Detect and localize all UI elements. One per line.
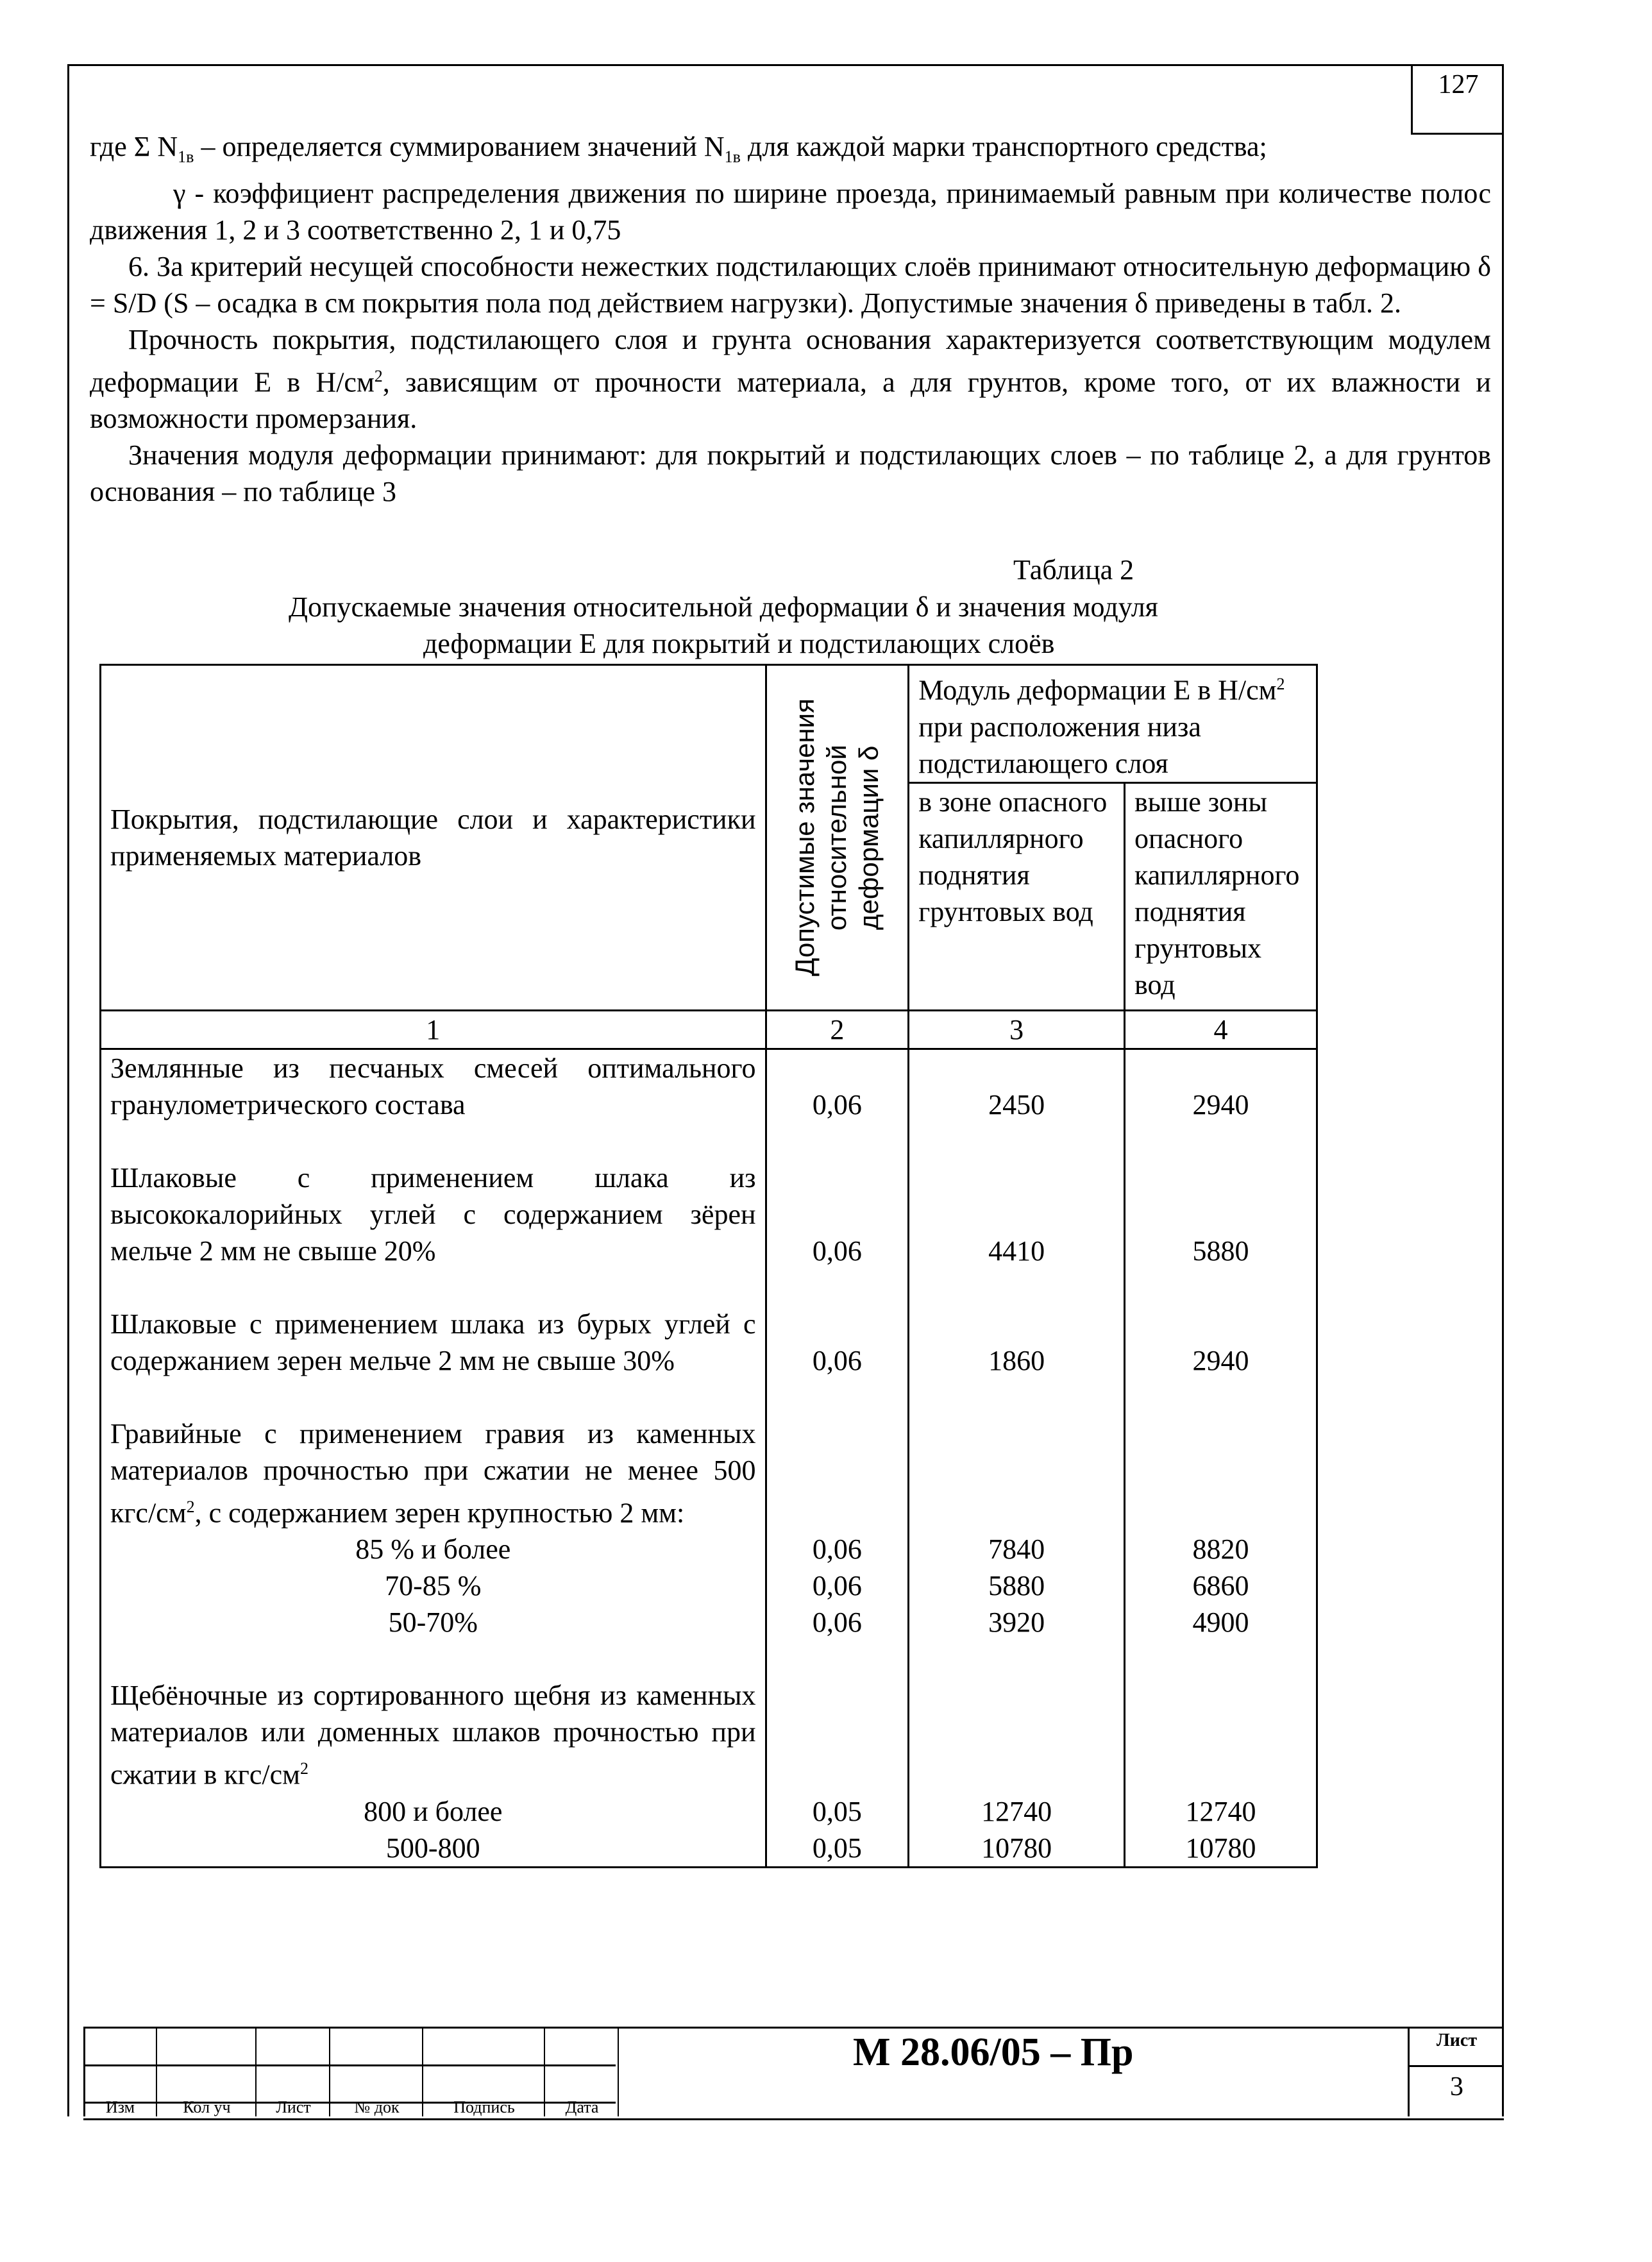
table-title-2: деформации Е для покрытий и подстилающих слоёв: [423, 628, 1055, 659]
paragraph-strength: Прочность покрытия, подстилающего слоя и грунта основания характеризуется соответствующим модулем деформации Е в $Н/см^2$, зависящим от прочности материала, а для грунтов, кроме того, от их влажности и возможности промерзания.: [90, 323, 1491, 435]
table-row-gravel: Гравийные с применением гравия из каменных материалов прочностью при сжатии не менее 500 кгс/$см^2$, с содержанием зерен крупностью 2 мм:: [101, 1415, 1317, 1532]
label-list: Лист: [276, 2098, 311, 2116]
column-numbers-row: 1 2 3 4: [101, 1010, 1317, 1049]
table-row: Землянные из песчаных смесей оптимального гранулометрического состава 0,06 2450 2940: [101, 1049, 1317, 1123]
table-row: Шлаковые с применением шлака из высококалорийных углей с содержанием зёрен мельче 2 мм не свыше 20% 0,06 4410 5880: [101, 1160, 1317, 1269]
document-code: М 28.06/05 – Пр: [853, 2030, 1134, 2074]
sheet-label: Лист: [1410, 2027, 1504, 2067]
paragraph-6: 6. За критерий несущей способности нежестких подстилающих слоёв принимают относительную деформацию δ = S/D (S – осадка в см покрытия пола под действием нагрузки). Допустимые значения δ приведены в табл. 2.: [90, 250, 1491, 319]
header-materials: Покрытия, подстилающие слои и характеристики применяемых материалов: [101, 665, 766, 1011]
table-subrow: 50-70% 0,06 3920 4900: [101, 1604, 1317, 1641]
label-kol-uch: Кол уч: [183, 2098, 231, 2116]
page-number: 127: [1411, 64, 1504, 135]
table-2: [99, 664, 1318, 1868]
paragraph-values: Значения модуля деформации принимают: для покрытий и подстилающих слоев – по таблице 2, а для грунтов основания – по таблице 3: [90, 439, 1491, 508]
header-zone-hazard: в зоне опасного капиллярного поднятия грунтовых вод: [909, 782, 1125, 1010]
paragraph-where: где Σ $N_{1в}$ – определяется суммированием значений $N_{1в}$ для каждой марки транспортного средства;: [90, 131, 1267, 166]
header-delta: Допустимые значения относительной деформации δ: [766, 665, 909, 1011]
table-row: Шлаковые с применением шлака из бурых углей с содержанием зерен мельче 2 мм не свыше 30% 0,06 1860 2940: [101, 1306, 1317, 1379]
paragraph-gamma: γ - коэффициент распределения движения по ширине проезда, принимаемый равным при количестве полос движения 1, 2 и 3 соответственно 2, 1 и 0,75: [90, 177, 1491, 246]
label-date: Дата: [565, 2098, 599, 2116]
table-subrow: 85 % и более 0,06 7840 8820: [101, 1531, 1317, 1567]
table-subrow: 800 и более 0,05 12740 12740: [101, 1793, 1317, 1830]
body-text: [90, 128, 1491, 510]
table-subrow: 70-85 % 0,06 5880 6860: [101, 1567, 1317, 1604]
title-block: [83, 2027, 1504, 2120]
label-signature: Подпись: [453, 2098, 515, 2116]
label-izm: Изм: [105, 2098, 135, 2116]
table-subrow: 500-800 0,05 10780 10780: [101, 1830, 1317, 1868]
label-doc-no: № док: [354, 2098, 400, 2116]
header-modulus: Модуль деформации Е в $Н/см^2$ при расположения низа подстилающего слоя: [909, 665, 1317, 783]
table-label: Таблица 2: [1013, 554, 1134, 586]
table-title-1: Допускаемые значения относительной деформации δ и значения модуля: [289, 591, 1158, 623]
sheet-box: [1408, 2027, 1504, 2116]
table-row-crushed: Щебёночные из сортированного щебня из каменных материалов или доменных шлаков прочностью при сжатии в кгс/$см^2$: [101, 1677, 1317, 1793]
sheet-number: 3: [1450, 2072, 1463, 2102]
header-zone-above: выше зоны опасного капиллярного поднятия грунтовых вод: [1125, 782, 1317, 1010]
